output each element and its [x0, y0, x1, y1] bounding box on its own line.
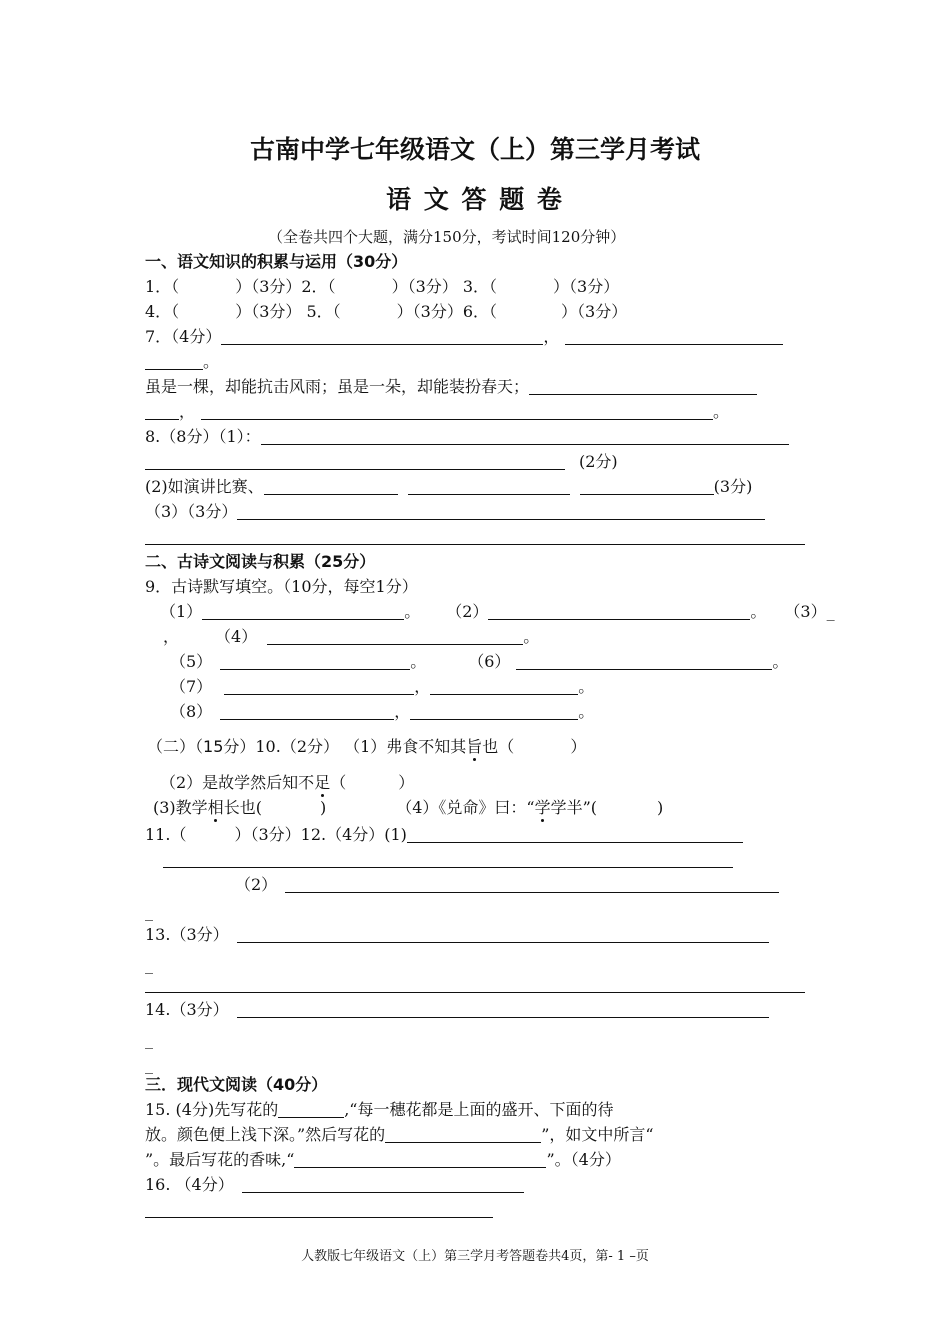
q7-sentence-2: ， 。: [145, 402, 729, 422]
section-2-heading: 二、古诗文阅读与积累（25分）: [145, 552, 376, 571]
q8-1-line: 8.（8分）（1）：: [145, 427, 789, 447]
q8-2-blank-3[interactable]: [580, 478, 714, 495]
q12-2-line: （2）: [235, 875, 779, 895]
section-3-heading: 三．现代文阅读（40分）: [145, 1075, 328, 1094]
exam-note: （全卷共四个大题，满分150分，考试时间120分钟）: [268, 228, 626, 246]
q7-blank-6[interactable]: [201, 403, 713, 420]
q9-line-3: （5） 。 （6） 。: [170, 652, 789, 671]
q15-blank-2[interactable]: [385, 1126, 541, 1143]
q8-1-line-2: (2分): [145, 452, 618, 472]
q11-12-line: 11.（ ）（3分）12.（4分）(1): [145, 825, 743, 845]
q7-blank-5[interactable]: [145, 403, 179, 420]
q13-line: 13.（3分）: [145, 925, 769, 945]
q12-2-line-2: _: [145, 902, 153, 921]
q9-line-2: ， （4） 。: [163, 627, 540, 646]
q10-line-2: （2）是故学然后知不足（ ）: [160, 773, 415, 792]
q9-blank-5[interactable]: [220, 653, 410, 670]
q9-blank-8[interactable]: [430, 678, 578, 695]
q9-line-4: （7） ， 。: [170, 677, 595, 696]
q7-blank-4[interactable]: [529, 378, 757, 395]
q9-line-5: （8） ， 。: [170, 702, 595, 721]
q7-blank-1[interactable]: [221, 328, 543, 345]
q8-2-blank-2[interactable]: [408, 478, 570, 495]
q12-1-blank-2[interactable]: [163, 851, 733, 868]
q10-line-3: (3)教学相长也( ) （4）《兑命》曰：“学学半”( ): [153, 798, 664, 817]
q8-3-blank[interactable]: [237, 503, 765, 520]
q15-line-2: 放。颜色便上浅下深。”然后写花的 ”，如文中所言“: [145, 1125, 654, 1144]
q15-line-1: 15. (4分)先写花的 ,“每一穗花都是上面的盛开、下面的待: [145, 1100, 614, 1119]
q12-1-blank[interactable]: [407, 826, 743, 843]
q9-prompt: 9．古诗默写填空。（10分，每空1分）: [145, 577, 418, 596]
page-footer: 人教版七年级语文（上）第三学月考答题卷共4页，第- 1 –页: [301, 1249, 649, 1264]
q16-line-2: [145, 1200, 493, 1220]
q7-line-2: 。: [145, 352, 219, 372]
q7-line: 7．（4分） ，: [145, 327, 783, 347]
q13-line-3: [145, 975, 805, 995]
q9-blank-6[interactable]: [516, 653, 772, 670]
q12-2-blank[interactable]: [285, 876, 779, 893]
q14-blank[interactable]: [237, 1001, 769, 1018]
q9-blank-9[interactable]: [220, 703, 394, 720]
q14-line: 14.（3分）: [145, 1000, 769, 1020]
q8-1-blank-2[interactable]: [145, 453, 565, 470]
q16-line: 16. （4分）: [145, 1175, 524, 1195]
q15-blank-1[interactable]: [278, 1101, 344, 1118]
q13-line-2: _: [145, 955, 153, 974]
q12-1-line-2: [163, 850, 733, 870]
q15-line-3: ”。最后写花的香味,“ ”。（4分）: [145, 1150, 621, 1169]
q9-blank-7[interactable]: [224, 678, 414, 695]
q8-3-line-2: [145, 527, 805, 547]
q13-blank[interactable]: [237, 926, 769, 943]
q8-1-blank[interactable]: [261, 428, 789, 445]
q15-blank-3[interactable]: [294, 1151, 546, 1168]
q4-6-line: 4．（ ）（3分） 5．（ ）（3分）6．（ ）（3分）: [145, 302, 628, 321]
q9-blank-1[interactable]: [202, 603, 404, 620]
q7-sentence: 虽是一棵，却能抗击风雨；虽是一朵，却能装扮春天；: [145, 377, 757, 397]
q8-2-line: (2)如演讲比赛、 (3分): [145, 477, 753, 496]
q8-3-line: （3）（3分）: [145, 502, 765, 522]
page-subtitle: 语 文 答 题 卷: [386, 185, 564, 214]
q7-blank-3[interactable]: [145, 353, 203, 370]
section-1-heading: 一、语文知识的积累与运用（30分）: [145, 252, 408, 271]
q9-blank-10[interactable]: [410, 703, 578, 720]
q10-line-1: （二）（15分）10.（2分） （1）弗食不知其旨也（ ）: [147, 737, 587, 756]
q1-3-line: 1．（ ）（3分）2．（ ）（3分） 3．（ ）（3分）: [145, 277, 620, 296]
q16-blank[interactable]: [242, 1176, 524, 1193]
q16-blank-2[interactable]: [145, 1201, 493, 1218]
q8-3-blank-2[interactable]: [145, 528, 805, 545]
page-title: 古南中学七年级语文（上）第三学月考试: [249, 135, 700, 164]
q13-blank-2[interactable]: [145, 976, 805, 993]
q9-blank-2[interactable]: [488, 603, 750, 620]
q8-2-blank-1[interactable]: [264, 478, 398, 495]
q7-blank-2[interactable]: [565, 328, 783, 345]
q14-line-3: _: [145, 1055, 153, 1074]
q14-line-2: _: [145, 1030, 153, 1049]
q9-blank-4[interactable]: [267, 628, 523, 645]
q9-line-1: （1） 。 （2） 。 （3）_: [160, 602, 835, 621]
